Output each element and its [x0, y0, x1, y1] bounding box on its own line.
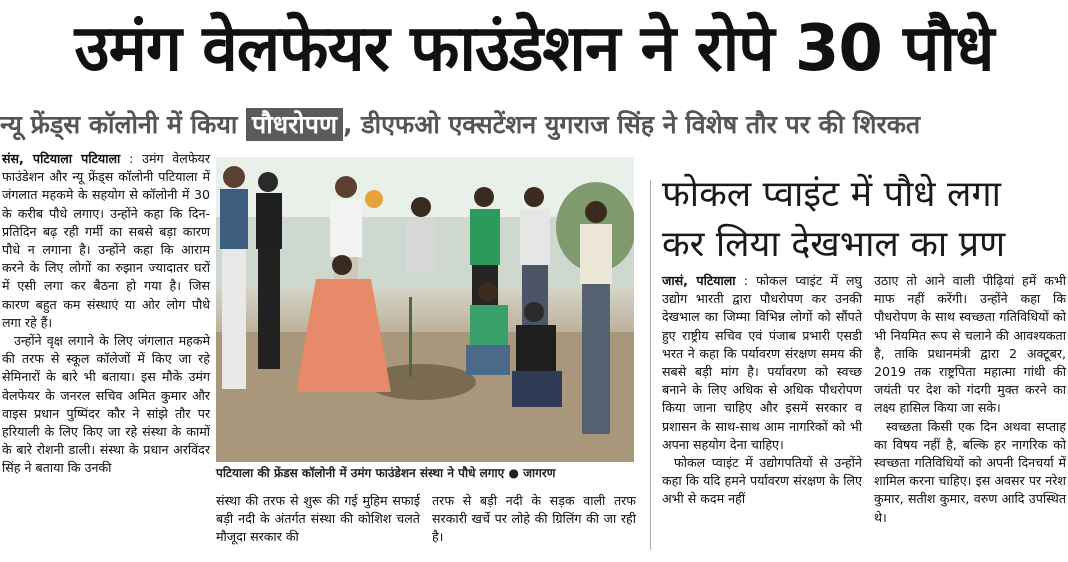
story1-paragraph-2: उन्होंने वृक्ष लगाने के लिए जंगलात महकमे की तरफ से स्कूल कॉलेजों में किए जा रहे सेमिनारों के बारे भी बताया। इस मौके उमंग वेलफेयर के जनरल सचिव अमित कुमार और वाइस प्रधान पुष्पिंदर कौर ने सांझे तौर पर हरियाली के लिए किए जा रहे संस्था के कामों के बारे रोशनी डाली। संस्था के प्रधान अरविंदर सिंह ने बताया कि उनकी [2, 333, 210, 476]
story1-p1-text: : उमंग वेलफेयर फाउंडेशन और न्यू फ्रेंड्स कॉलोनी पटियाला में जंगलात महकमे के सहयोग से कॉलोनी में 30 के करीब पौधे लगाए। उन्होंने कहा कि दिन-प्रतिदिन बढ़ रही गर्मी का सबसे बड़ा कारण पौधे न लगाना है। उन्होंने कहा कि आराम करने के लिए लोगों का रुझान ज्यादातर घरों में एसी लगा कर बैठना हो गया है। जिस कारण बहुत कम संस्थाएं या ओर लोग पौधे लगा रहे हैं। [2, 151, 211, 330]
story2-paragraph-1 [662, 272, 862, 454]
story1-column-1 [2, 150, 210, 478]
story2-column-1 [662, 272, 862, 509]
story2-paragraph-4: स्वच्छता किसी एक दिन अथवा सप्ताह का विषय नहीं है, बल्कि हर नागरिक को स्वच्छता गतिविधियों को अपनी दिनचर्या में शामिल करना चाहिए। इस अवसर पर नरेश कुमार, सतीश कुमार, वरुण आदि उपस्थित थे। [874, 418, 1066, 525]
story1-column-2: संस्था की तरफ से शुरू की गई मुहिम सफाई बड़ी नदी के अंतर्गत संस्था की कोशिश चलते मौजूदा सरकार की [216, 493, 420, 545]
subhead-text-before: न्यू फ्रेंड्स कॉलोनी में किया [0, 110, 238, 139]
story1-paragraph-1 [2, 150, 210, 332]
story2-column-2 [874, 272, 1066, 527]
story2-dateline: जासं, पटियाला [662, 273, 736, 288]
news-photo [216, 157, 634, 462]
headline: उमंग वेलफेयर फाउंडेशन ने रोपे 30 पौधे [74, 12, 994, 86]
story2-paragraph-3: उठाए तो आने वाली पीढ़ियां हमें कभी माफ नहीं करेंगी। उन्होंने कहा कि पौधरोपण के साथ स्वच्छता गतिविधियों को भी नियमित रूप से चलाने की आवश्यकता है, ताकि प्रधानमंत्री द्वारा 2 अक्टूबर, 2019 तक राष्ट्रपिता महात्मा गांधी की जयंती पर देश को गंदगी मुक्त करने का लक्ष्य हासिल किया जा सके। [874, 273, 1066, 416]
story2-headline [662, 170, 1062, 270]
story1-column-3: तरफ से बड़ी नदी के सड़क वाली तरफ सरकारी खर्चे पर लोहे की ग्रिलिंग की जा रही है। [432, 493, 636, 545]
group-planting-photo-illustration [216, 157, 634, 462]
photo-caption: पटियाला की फ्रेंडस कॉलोनी में उमंग फाउंडेशन संस्था ने पौधे लगाए ● जागरण [216, 466, 556, 480]
subheadline [0, 103, 1068, 147]
story1-dateline: संस, पटियाला पटियाला [2, 151, 121, 166]
subhead-text-after: , डीएफओ एक्सटेंशन युगराज सिंह ने विशेष तौर पर की शिरकत [343, 110, 921, 139]
column-divider [650, 180, 651, 550]
story2-paragraph-2: फोकल प्वाइंट में उद्योगपतियों से उन्होंने कहा कि यदि हमने पर्यावरण संरक्षण के लिए अभी से कदम नहीं [662, 455, 862, 507]
story2-p1-text: : फोकल प्वाइंट में लघु उद्योग भारती द्वारा पौधरोपण कर उनकी देखभाल का जिम्मा विभिन्न लोगों को सौंपते हुए राष्ट्रीय सचिव एवं पंजाब प्रभारी एसडी भरत ने कहा कि पर्यावरण संरक्षण समय की सबसे बड़ी मांग है। पर्यावरण को स्वच्छ बनाने के लिए अधिक से अधिक पौधरोपण किया जाना चाहिए और इसमें सरकार व प्रशासन के साथ-साथ आम नागरिकों को भी अपना सहयोग देना चाहिए। [662, 273, 862, 452]
subhead-highlight: पौधरोपण [246, 108, 343, 141]
story2-headline-line-1: फोकल प्वाइंट में पौधे लगा [662, 174, 1001, 215]
story2-headline-line-2: कर लिया देखभाल का प्रण [662, 224, 1006, 265]
